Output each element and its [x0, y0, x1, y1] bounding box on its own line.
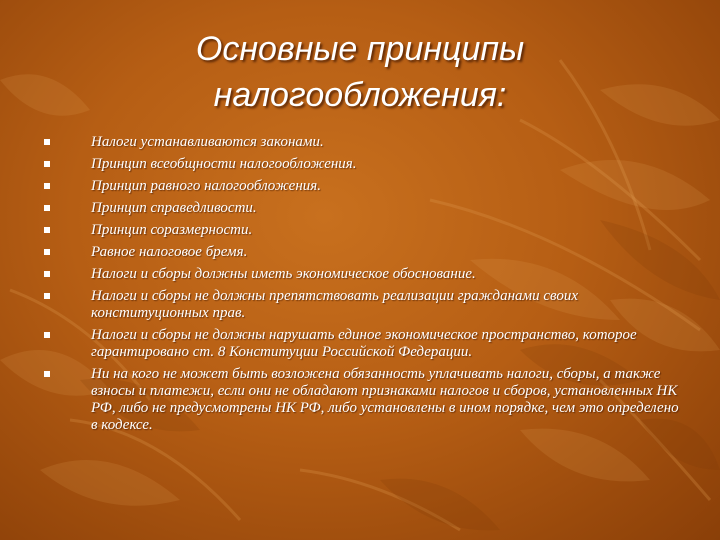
bullet-item	[44, 156, 684, 173]
bullet-text: Налоги устанавливаются законами.	[91, 134, 324, 150]
slide-title	[100, 26, 620, 118]
bullet-item	[44, 327, 684, 361]
bullet-text: Равное налоговое бремя.	[91, 244, 248, 260]
bullet-text: Принцип равного налогообложения.	[91, 178, 321, 194]
bullet-text: Налоги и сборы не должны препятствовать реализации гражданами своих конституционных прав.	[91, 288, 579, 321]
bullet-text: Принцип соразмерности.	[91, 222, 253, 238]
slide-title-line-1: Основные принципы	[195, 30, 525, 68]
square-bullet-icon	[44, 293, 50, 299]
bullet-text: Принцип всеобщности налогообложения.	[91, 156, 357, 172]
square-bullet-icon	[44, 183, 50, 189]
slide-title-line-2: налогообложения:	[213, 76, 507, 114]
bullet-item	[44, 366, 684, 434]
square-bullet-icon	[44, 161, 50, 167]
bullet-text: Ни на кого не может быть возложена обязанность уплачивать налоги, сборы, а также взносы и платежи, если они не обладают признаками налогов и сборов, установленных НК РФ, либо не предусмотрены НК РФ, либо установлены в ином порядке, чем это определено в кодексе.	[91, 366, 679, 433]
bullet-item	[44, 178, 684, 195]
bullet-text: Налоги и сборы должны иметь экономическое обоснование.	[91, 266, 476, 282]
bullet-item	[44, 266, 684, 283]
bullet-item	[44, 222, 684, 239]
bullet-item	[44, 134, 684, 151]
square-bullet-icon	[44, 371, 50, 377]
bullet-item	[44, 200, 684, 217]
bullet-list	[44, 134, 684, 439]
square-bullet-icon	[44, 249, 50, 255]
square-bullet-icon	[44, 139, 50, 145]
bullet-text: Принцип справедливости.	[91, 200, 257, 216]
bullet-item	[44, 288, 684, 322]
bullet-item	[44, 244, 684, 261]
square-bullet-icon	[44, 271, 50, 277]
bullet-text: Налоги и сборы не должны нарушать единое экономическое пространство, которое гарантировано ст. 8 Конституции Российской Федерации.	[91, 327, 637, 360]
square-bullet-icon	[44, 332, 50, 338]
square-bullet-icon	[44, 227, 50, 233]
square-bullet-icon	[44, 205, 50, 211]
